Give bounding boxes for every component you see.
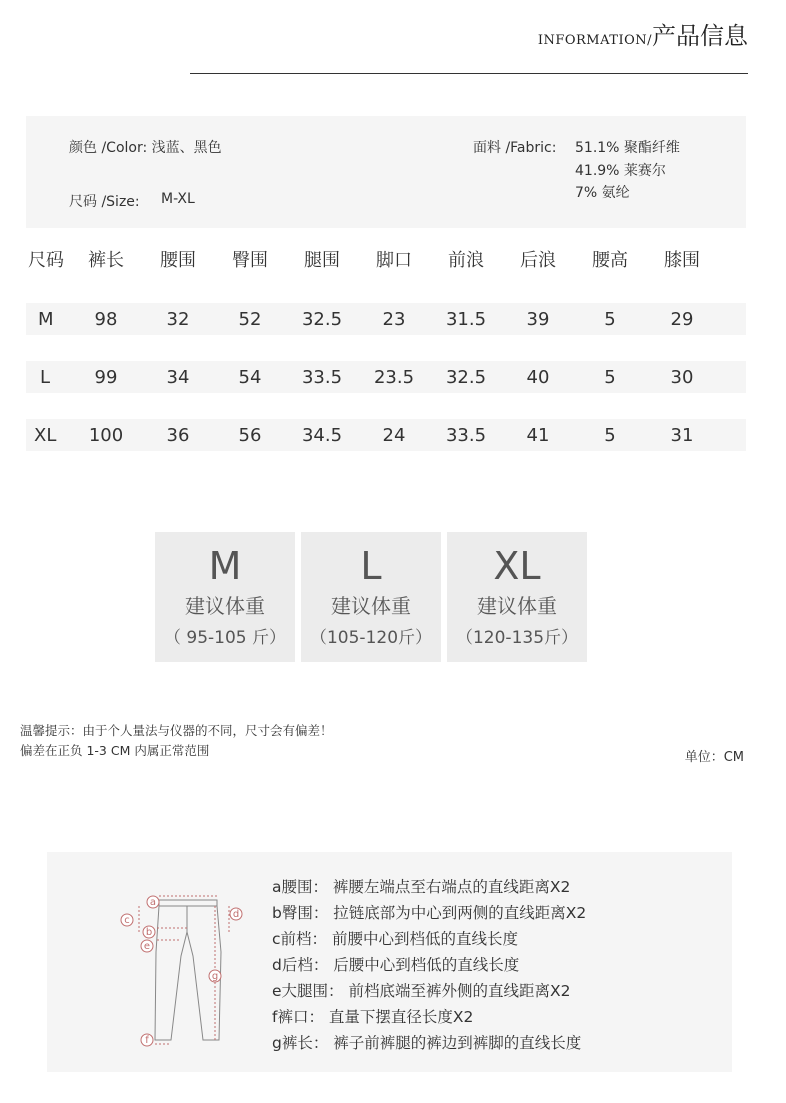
size-table	[26, 243, 746, 477]
color-label: 颜色 /Color: 浅蓝、黑色	[69, 140, 222, 156]
header-divider	[190, 73, 748, 74]
table-cell: 99	[94, 366, 118, 388]
table-cell: 40	[526, 366, 550, 388]
box-label: 建议体重	[477, 594, 557, 618]
table-cell: 31.5	[445, 308, 487, 330]
legend-item: e大腿围： 前档底端至裤外侧的直线距离X2	[272, 982, 571, 1000]
header-cell: 裤长	[88, 250, 124, 271]
table-cell: 33.5	[301, 366, 343, 388]
box-label: 建议体重	[331, 594, 411, 618]
legend-item: d后档： 后腰中心到档低的直线长度	[272, 956, 520, 974]
table-cell: M	[38, 308, 54, 330]
marker-g-text: g	[211, 971, 219, 982]
weight-boxes	[155, 532, 587, 662]
measurement-panel	[47, 852, 732, 1072]
table-row	[26, 419, 746, 451]
legend-item: c前档： 前腰中心到档低的直线长度	[272, 930, 518, 948]
table-cell: 56	[238, 424, 262, 446]
table-cell: XL	[34, 424, 57, 446]
marker-b-text: b	[145, 927, 153, 938]
unit-label: 单位：CM	[684, 750, 744, 765]
marker-d-text: d	[232, 909, 240, 920]
table-cell: 100	[88, 424, 124, 446]
table-cell: 36	[166, 424, 190, 446]
header-cell: 臀围	[232, 250, 268, 271]
header-cell: 腰围	[160, 250, 196, 271]
marker-e-text: e	[143, 941, 151, 952]
header-cell: 脚口	[376, 250, 412, 271]
header-cell: 膝围	[664, 250, 700, 271]
weight-box	[447, 532, 587, 662]
box-range: （105-120斤）	[309, 628, 433, 648]
table-row	[26, 361, 746, 393]
weight-box	[155, 532, 295, 662]
header-cell: 腿围	[304, 250, 340, 271]
table-cell: 54	[238, 366, 262, 388]
measurement-legend	[272, 877, 586, 1059]
legend-item: a腰围： 裤腰左端点至右端点的直线距离X2	[272, 878, 571, 896]
table-cell: 23.5	[373, 366, 415, 388]
header-zh: 产品信息	[652, 22, 748, 50]
tip-line: 温馨提示：由于个人量法与仪器的不同，尺寸会有偏差！	[20, 723, 333, 738]
header-cell: 尺码	[28, 250, 64, 271]
table-cell: 32.5	[445, 366, 487, 388]
fabric-line: 7% 氨纶	[575, 185, 630, 201]
fabric-label: 面料 /Fabric:	[473, 140, 557, 156]
table-cell: 29	[670, 308, 694, 330]
weight-box	[301, 532, 441, 662]
box-label: 建议体重	[185, 594, 265, 618]
table-cell: 52	[238, 308, 262, 330]
table-cell: 32	[166, 308, 190, 330]
tip-line: 偏差在正负 1-3 CM 内属正常范围	[20, 743, 210, 758]
table-cell: 34.5	[301, 424, 343, 446]
table-cell: 5	[604, 424, 616, 446]
marker-f-text: f	[145, 1035, 149, 1046]
table-cell: 34	[166, 366, 190, 388]
size-label: 尺码 /Size:	[69, 194, 140, 210]
box-size: L	[360, 544, 382, 588]
box-size: XL	[493, 544, 541, 588]
table-cell: 41	[526, 424, 550, 446]
table-cell: 30	[670, 366, 694, 388]
table-cell: 23	[382, 308, 406, 330]
header-cell: 后浪	[520, 250, 556, 271]
header-cell: 前浪	[448, 250, 484, 271]
legend-item: b臀围： 拉链底部为中心到两侧的直线距离X2	[272, 904, 587, 922]
table-cell: 24	[382, 424, 406, 446]
marker-a-text: a	[149, 897, 157, 908]
info-panel	[26, 116, 746, 228]
header-cell: 腰高	[592, 250, 628, 271]
box-range: （120-135斤）	[455, 628, 579, 648]
box-size: M	[208, 544, 242, 588]
table-cell: 31	[670, 424, 694, 446]
table-cell: 5	[604, 308, 616, 330]
marker-c-text: c	[124, 915, 130, 926]
table-cell: 98	[94, 308, 118, 330]
fabric-line: 41.9% 莱赛尔	[575, 163, 666, 179]
legend-item: f裤口： 直量下摆直径长度X2	[272, 1008, 474, 1026]
table-cell: L	[40, 366, 51, 388]
size-table-header	[26, 243, 746, 275]
table-cell: 33.5	[445, 424, 487, 446]
pants-diagram	[109, 892, 249, 1052]
header-en: INFORMATION/	[537, 33, 652, 48]
table-row	[26, 303, 746, 335]
table-cell: 5	[604, 366, 616, 388]
header	[538, 16, 748, 51]
box-range: （ 95-105 斤）	[163, 628, 287, 648]
legend-item: g裤长： 裤子前裤腿的裤边到裤脚的直线长度	[272, 1034, 582, 1052]
table-cell: 39	[526, 308, 550, 330]
table-cell: 32.5	[301, 308, 343, 330]
fabric-line: 51.1% 聚酯纤维	[575, 140, 680, 156]
size-value: M-XL	[161, 191, 195, 207]
